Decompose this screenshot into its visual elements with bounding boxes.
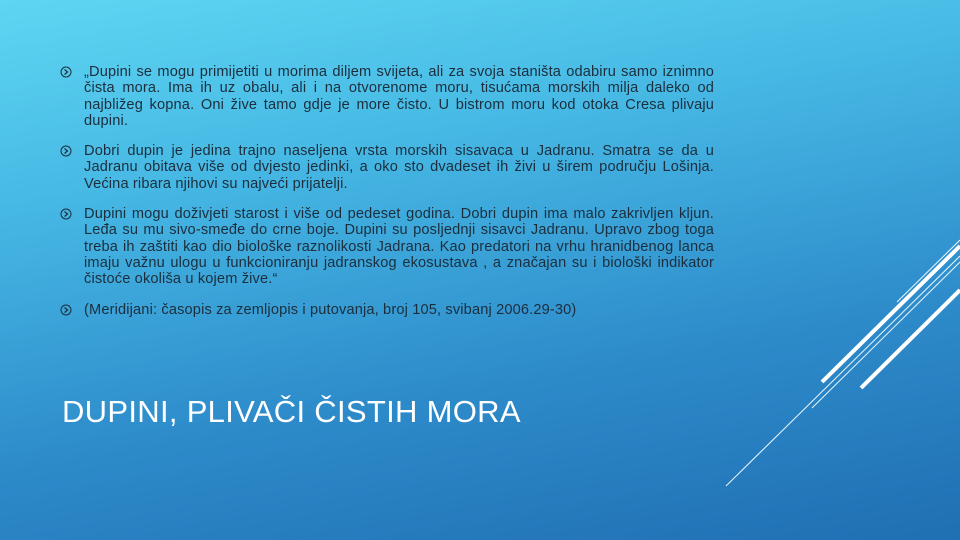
bullet-item-1 xyxy=(60,64,714,129)
bullet-list xyxy=(60,64,714,332)
bullet-item-3 xyxy=(60,206,714,287)
circled-arrow-icon xyxy=(60,304,72,316)
bullet-text-1: „Dupini se mogu primijetiti u morima diljem svijeta, ali za svoja staništa odabiru samo iznimno čista mora. Ima ih uz obalu, ali i na otvorenome moru, tisućama morskih milja daleko od najbližeg kopna. Oni žive tamo gdje je more čisto. U bistrom moru kod otoka Cresa plivaju dupini. xyxy=(84,64,714,129)
slide-title: DUPINI, PLIVAČI ČISTIH MORA xyxy=(62,394,521,429)
deco-line-thin-1 xyxy=(897,240,960,302)
deco-line-thin-3 xyxy=(726,256,960,486)
bullet-text-4: (Meridijani: časopis za zemljopis i putovanja, broj 105, svibanj 2006.29-30) xyxy=(84,301,577,318)
bullet-item-2 xyxy=(60,143,714,192)
circled-arrow-icon xyxy=(60,66,72,78)
deco-line-thick-1 xyxy=(822,246,960,382)
deco-line-thin-2 xyxy=(812,262,960,408)
bullet-text-2: Dobri dupin je jedina trajno naseljena vrsta morskih sisavaca u Jadranu. Smatra se da u Jadranu obitava više od dvjesto jedinki, a oko sto dvadeset ih živi u širem području Lošinja. Većina ribara njihovi su najveći prijatelji. xyxy=(84,143,714,192)
circled-arrow-icon xyxy=(60,145,72,157)
bullet-text-3: Dupini mogu doživjeti starost i više od pedeset godina. Dobri dupin ima malo zakrivljen kljun. Leđa su mu sivo-smeđe do crne boje. Dupini su posljednji sisavci Jadranu. Upravo zbog toga treba ih zaštiti kao dio biološke raznolikosti Jadrana. Kao predatori na vrhu hranidbenog lanca imaju važnu ulogu u funkcioniranju jadranskog ekosustava , a značajan su i biološki indikator čistoće okoliša u kojem žive.“ xyxy=(84,206,714,288)
bullet-item-4 xyxy=(60,302,714,318)
deco-line-thick-2 xyxy=(861,290,960,388)
circled-arrow-icon xyxy=(60,208,72,220)
